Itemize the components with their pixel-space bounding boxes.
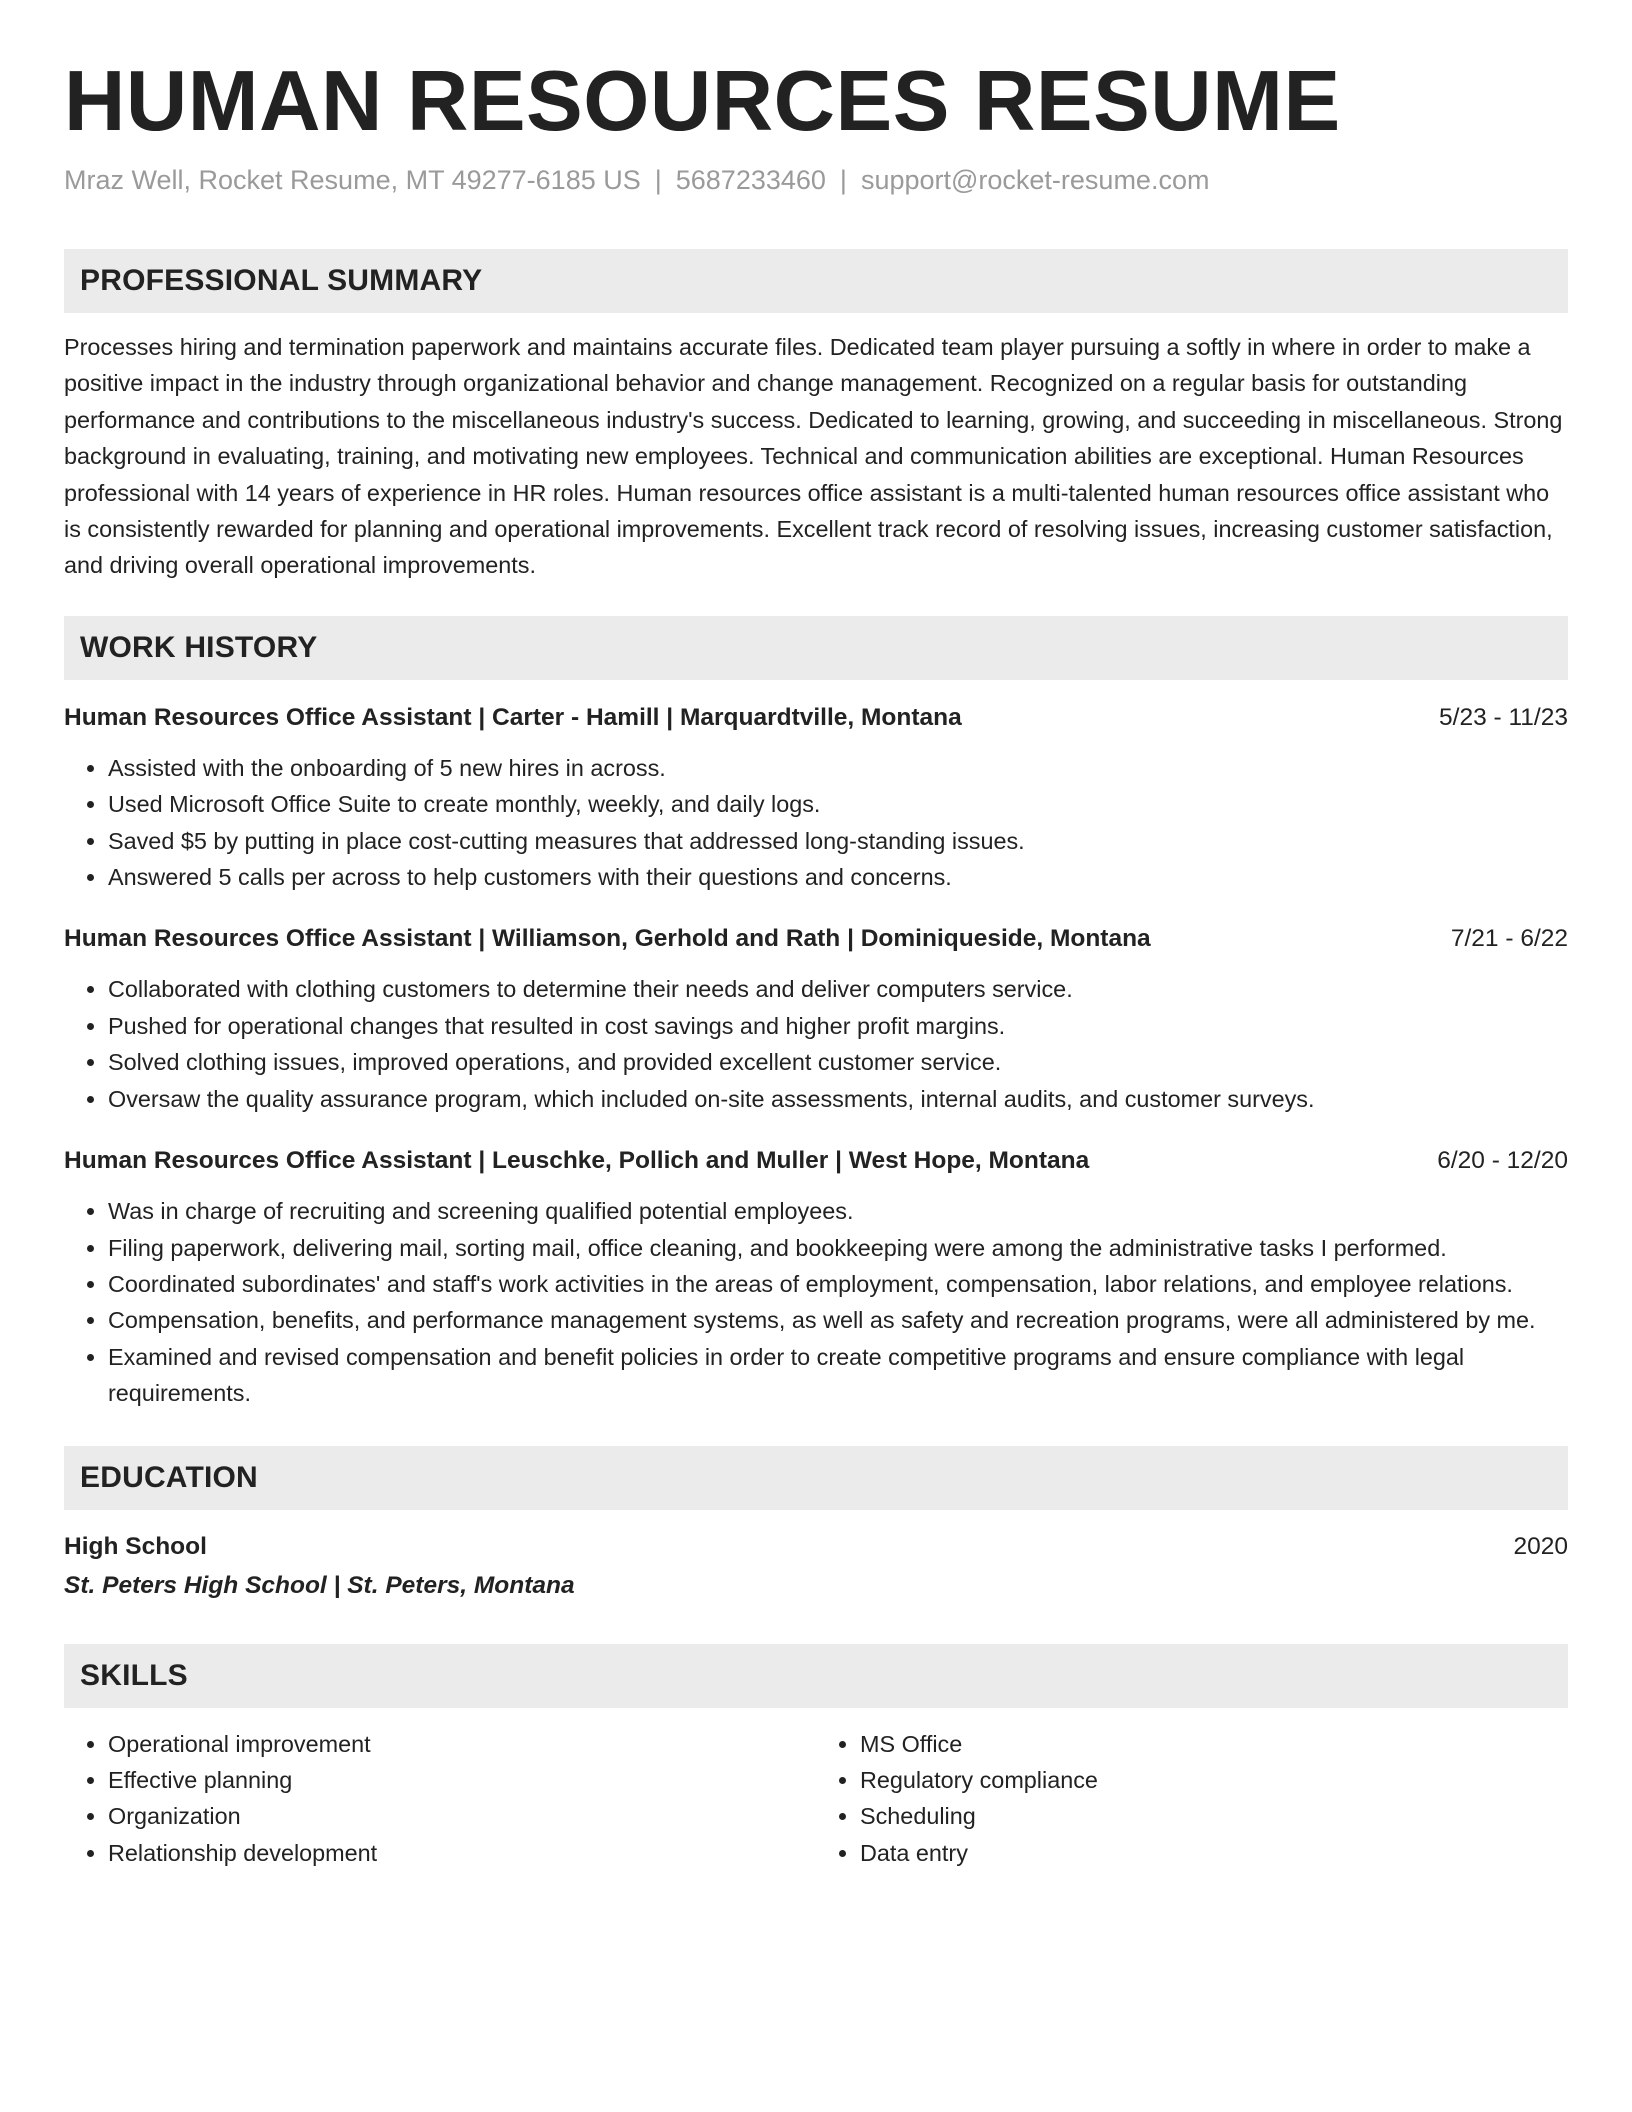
job-entry [64, 1143, 1568, 1411]
contact-email: support@rocket-resume.com [860, 165, 1210, 195]
resume-title: HUMAN RESOURCES RESUME [64, 54, 1341, 149]
skill-item: • MS Office [860, 1726, 1568, 1762]
job-bullets [64, 750, 1568, 896]
contact-phone: 5687233460 [675, 165, 826, 195]
job-bullet: • Saved $5 by putting in place cost-cutting measures that addressed long-standing issues. [108, 823, 1568, 859]
skills-list [64, 1726, 1568, 1872]
skill-item: • Scheduling [860, 1798, 1568, 1834]
education-year: 2020 [1513, 1532, 1568, 1560]
education-entry [64, 1528, 1568, 1606]
skill-item: • Relationship development [108, 1835, 816, 1871]
job-header [64, 1143, 1568, 1179]
job-bullet: • Examined and revised compensation and benefit policies in order to create competitive programs and ensure compliance with legal requirements. [108, 1339, 1568, 1412]
contact-separator: | [839, 165, 847, 195]
section-heading-skills: SKILLS [64, 1644, 1568, 1708]
job-bullet: • Assisted with the onboarding of 5 new hires in across. [108, 750, 1568, 786]
section-heading-work-history: WORK HISTORY [64, 616, 1568, 680]
education-school: St. Peters High School | St. Peters, Montana [64, 1571, 575, 1599]
job-dates: 5/23 - 11/23 [1439, 703, 1568, 731]
job-title: Human Resources Office Assistant | Carter - Hamill | Marquardtville, Montana [64, 703, 962, 731]
job-entry [64, 700, 1568, 896]
contact-line [64, 162, 1568, 198]
job-bullet: • Oversaw the quality assurance program, which included on-site assessments, internal audits, and customer surveys. [108, 1081, 1568, 1117]
section-heading-education: EDUCATION [64, 1446, 1568, 1510]
skill-item: • Regulatory compliance [860, 1762, 1568, 1798]
education-header [64, 1528, 1568, 1566]
job-bullet: • Compensation, benefits, and performance management systems, as well as safety and recreation programs, were all administered by me. [108, 1302, 1568, 1338]
skill-item: • Operational improvement [108, 1726, 816, 1762]
job-bullets [64, 971, 1568, 1117]
skill-item: • Effective planning [108, 1762, 816, 1798]
job-dates: 6/20 - 12/20 [1437, 1147, 1568, 1175]
skill-item: • Data entry [860, 1835, 1568, 1871]
job-bullet: • Answered 5 calls per across to help customers with their questions and concerns. [108, 859, 1568, 895]
job-header [64, 921, 1568, 957]
job-title: Human Resources Office Assistant | Williamson, Gerhold and Rath | Dominiqueside, Montana [64, 925, 1151, 953]
job-bullet: • Filing paperwork, delivering mail, sorting mail, office cleaning, and bookkeeping were among the administrative tasks I performed. [108, 1230, 1568, 1266]
job-bullet: • Was in charge of recruiting and screening qualified potential employees. [108, 1193, 1568, 1229]
job-title: Human Resources Office Assistant | Leuschke, Pollich and Muller | West Hope, Montana [64, 1147, 1090, 1175]
job-bullet: • Solved clothing issues, improved operations, and provided excellent customer service. [108, 1044, 1568, 1080]
job-bullet: • Coordinated subordinates' and staff's work activities in the areas of employment, compensation, labor relations, and employee relations. [108, 1266, 1568, 1302]
contact-address: Mraz Well, Rocket Resume, MT 49277-6185 US [64, 165, 641, 195]
job-bullet: • Pushed for operational changes that resulted in cost savings and higher profit margins. [108, 1008, 1568, 1044]
summary-text: Processes hiring and termination paperwork and maintains accurate files. Dedicated team player pursuing a softly in where in order to make a positive impact in the industry through organizational behavior and change management. Recognized on a regular basis for outstanding performance and contributions to the miscellaneous industry's success. Dedicated to learning, growing, and succeeding in miscellaneous. Strong background in evaluating, training, and motivating new employees. Technical and communication abilities are exceptional. Human Resources professional with 14 years of experience in HR roles. Human resources office assistant is a multi-talented human resources office assistant who is consistently rewarded for planning and operational improvements. Excellent track record of resolving issues, increasing customer satisfaction, and driving overall operational improvements. [64, 334, 1563, 579]
job-bullet: • Used Microsoft Office Suite to create monthly, weekly, and daily logs. [108, 786, 1568, 822]
job-bullet: • Collaborated with clothing customers to determine their needs and deliver computers service. [108, 971, 1568, 1007]
education-degree: High School [64, 1532, 207, 1560]
skills-column-right [816, 1726, 1568, 1872]
skill-item: • Organization [108, 1798, 816, 1834]
job-entry [64, 921, 1568, 1117]
contact-separator: | [654, 165, 662, 195]
section-heading-summary: PROFESSIONAL SUMMARY [64, 249, 1568, 313]
job-dates: 7/21 - 6/22 [1450, 925, 1568, 953]
job-header [64, 700, 1568, 736]
job-bullets [64, 1193, 1568, 1411]
skills-column-left [64, 1726, 816, 1872]
